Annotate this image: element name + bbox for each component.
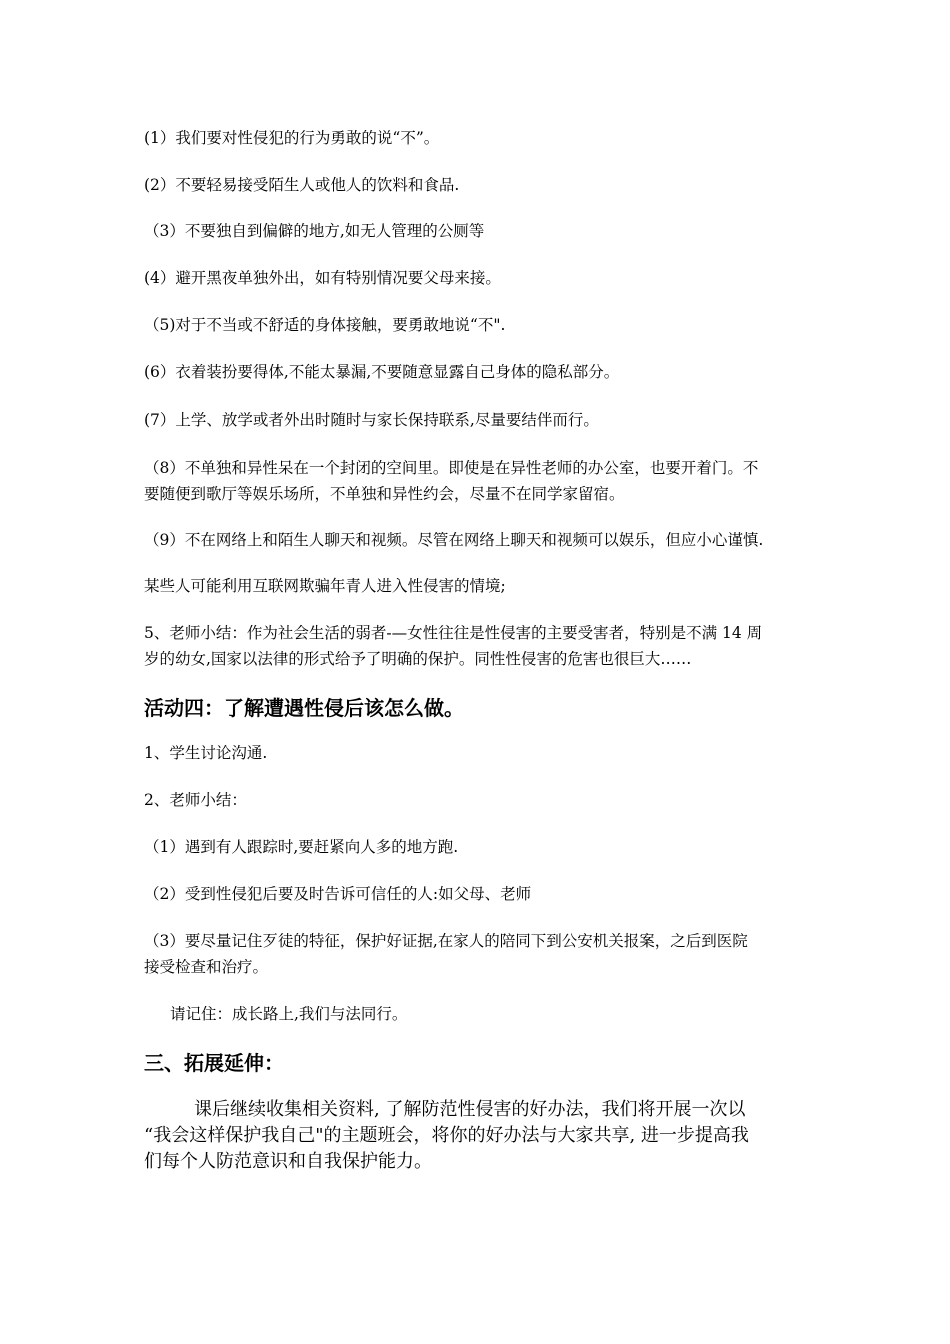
extension-paragraph-line2: “我会这样保护我自己"的主题班会，将你的好办法与大家共享, 进一步提高我: [144, 1125, 749, 1146]
safety-item-6: (6）衣着装扮要得体,不能太暴漏,不要随意显露自己身体的隐私部分。: [144, 363, 620, 381]
activity-4-point-3-line1: （3）要尽量记住歹徒的特征，保护好证据,在家人的陪同下到公安机关报案，之后到医院: [144, 932, 748, 950]
activity-4-step-2: 2、老师小结：: [144, 791, 247, 809]
extension-heading: 三、拓展延伸：: [144, 1051, 284, 1075]
teacher-summary-5-line1: 5、老师小结：作为社会生活的弱者-—女性往往是性侵害的主要受害者，特别是不满 14 周: [144, 624, 763, 642]
safety-item-2: (2）不要轻易接受陌生人或他人的饮料和食品.: [144, 176, 460, 194]
safety-item-1: (1）我们要对性侵犯的行为勇敢的说“不”。: [144, 129, 440, 147]
safety-item-9-continued: 某些人可能利用互联网欺骗年青人进入性侵害的情境;: [144, 577, 506, 595]
activity-4-step-1: 1、学生讨论沟通.: [144, 744, 268, 762]
safety-item-5: （5)对于不当或不舒适的身体接触，要勇敢地说“不".: [144, 316, 506, 334]
safety-item-9: （9）不在网络上和陌生人聊天和视频。尽管在网络上聊天和视频可以娱乐，但应小心谨慎.: [144, 531, 764, 549]
safety-item-7: (7）上学、放学或者外出时随时与家长保持联系,尽量要结伴而行。: [144, 411, 599, 429]
safety-item-4: (4）避开黑夜单独外出，如有特别情况要父母来接。: [144, 269, 501, 287]
safety-item-8-line1: （8）不单独和异性呆在一个封闭的空间里。即使是在异性老师的办公室，也要开着门。不: [144, 459, 759, 477]
safety-item-3: （3）不要独自到偏僻的地方,如无人管理的公厕等: [144, 222, 485, 240]
remember-note: 请记住：成长路上,我们与法同行。: [170, 1005, 408, 1023]
extension-paragraph-line1: 课后继续收集相关资料, 了解防范性侵害的好办法，我们将开展一次以: [194, 1099, 746, 1120]
safety-item-8-line2: 要随便到歌厅等娱乐场所，不单独和异性约会，尽量不在同学家留宿。: [144, 485, 625, 503]
activity-4-heading: 活动四：了解遭遇性侵后该怎么做。: [144, 696, 464, 720]
activity-4-point-1: （1）遇到有人跟踪时,要赶紧向人多的地方跑.: [144, 838, 459, 856]
teacher-summary-5-line2: 岁的幼女,国家以法律的形式给予了明确的保护。同性性侵害的危害也很巨大……: [144, 650, 692, 668]
activity-4-point-2: （2）受到性侵犯后要及时告诉可信任的人:如父母、老师: [144, 885, 532, 903]
extension-paragraph-line3: 们每个人防范意识和自我保护能力。: [144, 1151, 432, 1172]
activity-4-point-3-line2: 接受检查和治疗。: [144, 958, 269, 976]
